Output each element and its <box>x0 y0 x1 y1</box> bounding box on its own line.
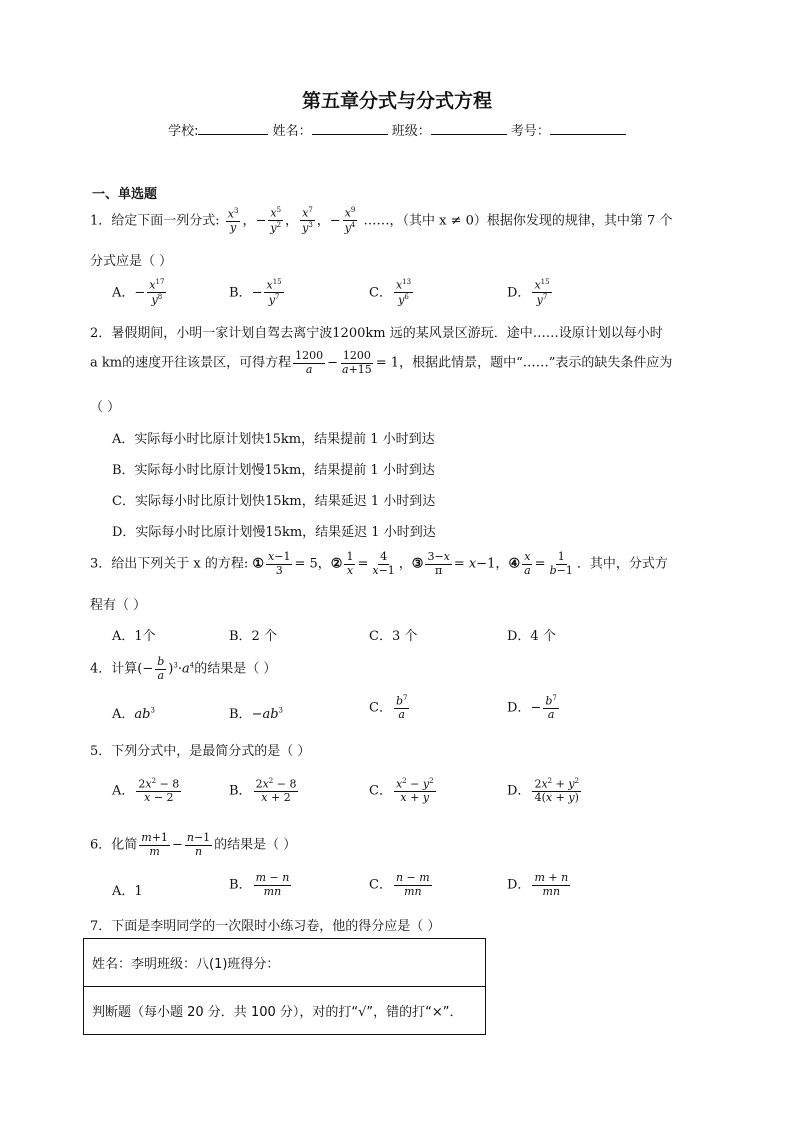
q2-option-c[interactable]: C．实际每小时比原计划快15km，结果延迟 1 小时到达 <box>112 494 436 509</box>
quiz-sheet-row-1: 姓名：李明班级：八(1)班得分： <box>84 939 485 987</box>
q2-line2a: a km的速度开往该景区，可得方程 <box>90 355 292 371</box>
q1-seq-2: $\frac{x^5}{y^2}$ <box>270 206 282 235</box>
student-info-line <box>0 120 794 139</box>
q1-seq-3: $\frac{x^7}{y^3}$ <box>302 206 313 235</box>
q5-option-a[interactable]: A． $\frac{2x^2 - 8}{x - 2}$ <box>112 777 180 805</box>
quiz-sheet-row-2: 判断题（每小题 20 分．共 100 分），对的打“√”，错的打“×”． <box>92 1005 463 1020</box>
school-blank[interactable] <box>198 121 268 135</box>
q2-option-d[interactable]: D．实际每小时比原计划慢15km，结果延迟 1 小时到达 <box>112 525 436 540</box>
q3-option-c[interactable]: C．3 个 <box>369 629 418 644</box>
exam-no-label: 考号： <box>510 124 550 139</box>
q6-prefix: 6．化简 <box>90 837 138 853</box>
q1-prefix: 1．给定下面一列分式: <box>90 213 220 229</box>
q7-text: 7．下面是李明同学的一次限时小练习卷，他的得分应是（ ） <box>90 919 441 934</box>
q2-option-a[interactable]: A．实际每小时比原计划快15km，结果提前 1 小时到达 <box>112 432 435 447</box>
page-title: 第五章分式与分式方程 <box>301 90 492 112</box>
question-6: 6．化简 $\frac{m+1}{m}$ − $\frac{n-1}{n}$ 的结果是（ ） <box>90 831 297 858</box>
q1-option-d[interactable]: D． $\frac{x^{15}}{y^7}$ <box>507 278 550 307</box>
q6-option-b[interactable]: B． $\frac{m - n}{mn}$ <box>229 871 290 898</box>
q4-option-d[interactable]: D．− $\frac{b^7}{a}$ <box>507 694 557 722</box>
q2-line2: a km的速度开往该景区，可得方程 $\frac{1200}{a}$ − $\frac{1200}{a+15}$ = 1，根据此情景，题中“……”表示的缺失条件应为 <box>90 349 673 376</box>
q4-suffix: 的结果是（ ） <box>194 661 277 677</box>
q2-line2b: = 1，根据此情景，题中“……”表示的缺失条件应为 <box>375 355 673 371</box>
q3-prefix: 3．给出下列关于 x 的方程: <box>90 556 249 572</box>
q1-option-a[interactable]: A．− $\frac{x^{17}}{y^8}$ <box>112 278 165 307</box>
q4-option-b[interactable]: B．$-ab^3$ <box>229 706 284 722</box>
q3-option-d[interactable]: D．4 个 <box>507 629 556 644</box>
name-label: 姓名： <box>272 124 312 139</box>
q3-line2: 程有（ ） <box>90 598 147 613</box>
class-blank[interactable] <box>431 121 507 135</box>
name-blank[interactable] <box>312 121 388 135</box>
q1-seq-1: $\frac{x^3}{y}$ <box>227 206 239 235</box>
q4-option-c[interactable]: C． $\frac{b^7}{a}$ <box>369 694 408 722</box>
question-1: 1．给定下面一列分式: $\frac{x^3}{y}$ ，− $\frac{x^5}{y^2}$ ， $\frac{x^7}{y^3}$ ，− $\frac{x^9}{y^4}$ ……，（其中 x ≠ 0）根据你发现的规律，其中第 7 个 <box>90 206 673 235</box>
question-4: 4．计算(− $\frac{b}{a}$ )$^3\cdot a^4$的结果是（ ） <box>90 655 277 682</box>
q5-option-b[interactable]: B． $\frac{2x^2 - 8}{x + 2}$ <box>229 777 297 805</box>
q2-line3: （ ） <box>90 400 121 415</box>
q5-option-d[interactable]: D． $\frac{2x^2 + y^2}{4(x + y)}$ <box>507 777 580 805</box>
q1-suffix: ……，（其中 x ≠ 0）根据你发现的规律，其中第 7 个 <box>363 213 673 229</box>
q6-option-d[interactable]: D． $\frac{m + n}{mn}$ <box>507 871 569 898</box>
q2-eq-frac-1: $\frac{1200}{a}$ <box>295 349 324 376</box>
q6-option-c[interactable]: C． $\frac{n - m}{mn}$ <box>369 871 430 898</box>
q6-option-a[interactable]: A．1 <box>112 884 143 899</box>
class-label: 班级： <box>391 124 431 139</box>
q2-line1: 2．暑假期间，小明一家计划自驾去离宁波1200km 远的某风景区游玩．途中……设原计划以每小时 <box>90 326 663 341</box>
q3-option-a[interactable]: A．1个 <box>112 629 156 644</box>
quiz-sheet-table <box>83 938 486 1035</box>
q3-option-b[interactable]: B．2 个 <box>229 629 277 644</box>
q5-option-c[interactable]: C． $\frac{x^2 - y^2}{x + y}$ <box>369 777 434 805</box>
q5-text: 5．下列分式中，是最简分式的是（ ） <box>90 744 311 759</box>
q4-prefix: 4．计算 <box>90 661 138 677</box>
q2-option-b[interactable]: B．实际每小时比原计划慢15km，结果提前 1 小时到达 <box>112 463 435 478</box>
q6-suffix: 的结果是（ ） <box>214 837 297 853</box>
q3-suffix: ．其中，分式方 <box>576 556 668 572</box>
q1-line2: 分式应是（ ） <box>90 254 173 269</box>
school-label: 学校: <box>168 124 199 139</box>
question-3: 3．给出下列关于 x 的方程: ① $\frac{x-1}{3}$ = 5，② $\frac{1}{x}$ = $\frac{4}{x-1}$ ，③ $\frac{3-x}{\pi}$ = x−1，④ $\frac{x}{a}$ = $\frac{1}{b-1}$ ．其中，分式方 <box>90 550 668 577</box>
q4-option-a[interactable]: A．$ab^3$ <box>112 706 155 722</box>
exam-no-blank[interactable] <box>550 121 626 135</box>
q2-eq-frac-2: $\frac{1200}{a+15}$ <box>342 349 372 376</box>
section-heading: 一、单选题 <box>92 187 158 202</box>
q1-option-c[interactable]: C． $\frac{x^{13}}{y^6}$ <box>369 278 412 307</box>
q1-option-b[interactable]: B．− $\frac{x^{15}}{y^7}$ <box>229 278 282 307</box>
q1-seq-4: $\frac{x^9}{y^4}$ <box>344 206 356 235</box>
